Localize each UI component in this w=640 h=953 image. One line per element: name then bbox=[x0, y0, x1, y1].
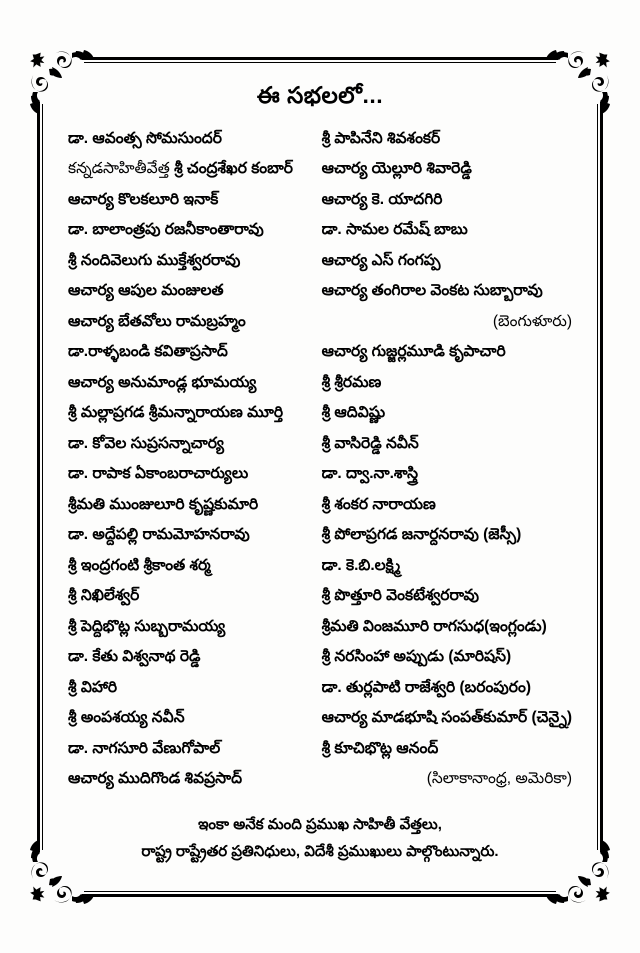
frame-rule-right-inner bbox=[597, 104, 598, 850]
participant-name-right: శ్రీ ఆదివిష్ణు bbox=[321, 404, 386, 422]
participants-table-body bbox=[68, 124, 572, 795]
participants-table bbox=[68, 124, 572, 795]
frame-rule-bottom-inner bbox=[84, 891, 556, 892]
participant-name-right: శ్రీ వాసిరెడ్డి నవీన్ bbox=[321, 434, 419, 452]
participant-location: (బెంగుళూరు) bbox=[492, 312, 572, 330]
participant-name-left: శ్రీ విహారి bbox=[68, 678, 118, 696]
participant-qualifier: కన్నడసాహితీవేత్త bbox=[68, 160, 175, 178]
footer-note bbox=[68, 811, 572, 865]
participant-name-right: శ్రీ కూచిభొట్ల ఆనంద్ bbox=[321, 739, 439, 757]
participant-name-left: ఆచార్య కొలకలూరి ఇనాక్ bbox=[68, 190, 219, 208]
participant-name-left: డా. కోవెల సుప్రసన్నాచార్య bbox=[68, 434, 225, 452]
table-row bbox=[68, 429, 572, 460]
table-row bbox=[68, 246, 572, 277]
participant-name-left: డా. ఆవంత్స సోమసుందర్ bbox=[68, 129, 222, 147]
table-row bbox=[68, 124, 572, 155]
frame-rule-left-outer bbox=[37, 104, 40, 850]
table-row bbox=[68, 673, 572, 704]
participant-name-left: శ్రీ పెద్దిభొట్ల సుబ్బరామయ్య bbox=[68, 617, 226, 635]
table-row bbox=[68, 520, 572, 551]
footer-line-2: రాష్ట్ర రాష్ట్రేతర ప్రతినిధులు, విదేశీ ప్రముఖులు పాల్గొంటున్నారు. bbox=[141, 842, 499, 860]
table-row bbox=[68, 703, 572, 734]
frame-rule-right-outer bbox=[600, 104, 603, 850]
table-row bbox=[68, 276, 572, 307]
participant-name-right: డా. సామల రమేష్ బాబు bbox=[321, 221, 468, 239]
table-row bbox=[68, 185, 572, 216]
participant-name-right: ఆచార్య యెల్లూరి శివారెడ్డి bbox=[321, 160, 472, 178]
table-row bbox=[68, 642, 572, 673]
participant-name-right: శ్రీ శ్రీరమణ bbox=[321, 373, 382, 391]
table-row bbox=[68, 459, 572, 490]
participant-name-left: శ్రీ ఇంద్రగంటి శ్రీకాంత శర్మ bbox=[68, 556, 211, 574]
participant-name-left: ఆచార్య బేతవోలు రామబ్రహ్మం bbox=[68, 312, 246, 330]
decorative-frame bbox=[28, 48, 612, 906]
participant-name-right: శ్రీ పొత్తూరి వెంకటేశ్వరరావు bbox=[321, 587, 479, 605]
participant-name-left: శ్రీ నందివెలుగు ముక్తేశ్వరరావు bbox=[68, 251, 241, 269]
page-title: ఈ సభలలో... bbox=[256, 82, 384, 108]
table-row bbox=[68, 612, 572, 643]
page-content bbox=[68, 68, 572, 886]
participant-name-right: ఆచార్య ఎస్ గంగప్ప bbox=[321, 251, 441, 269]
table-row bbox=[68, 307, 572, 338]
participant-name-left: డా. నాగసూరి వేణుగోపాల్ bbox=[68, 739, 221, 757]
participant-name-left bbox=[68, 154, 322, 185]
participant-name-left: శ్రీ అంపశయ్య నవీన్ bbox=[68, 709, 185, 727]
participant-name-left: శ్రీ నిఖిలేశ్వర్ bbox=[68, 587, 140, 605]
table-row bbox=[68, 551, 572, 582]
participant-name-right: శ్రీమతి వింజమూరి రాగసుధ(ఇంగ్లండు) bbox=[321, 617, 547, 635]
participant-name-right bbox=[322, 307, 572, 338]
participant-name-right: శ్రీ పోలాప్రగడ జనార్దనరావు (జెస్సీ) bbox=[321, 526, 522, 544]
participant-name-right: శ్రీ పాపినేని శివశంకర్ bbox=[321, 129, 441, 147]
table-row bbox=[68, 398, 572, 429]
participant-name-left: డా. బాలాంత్రపు రజనీకాంతారావు bbox=[68, 221, 264, 239]
frame-rule-top-outer bbox=[84, 57, 556, 60]
frame-rule-left-inner bbox=[42, 104, 43, 850]
participant-name: శ్రీ చంద్రశేఖర కంబార్ bbox=[174, 160, 293, 178]
participant-name-right: శ్రీ శంకర నారాయణ bbox=[321, 495, 436, 513]
table-row bbox=[68, 581, 572, 612]
participant-name-right: ఆచార్య మాడభూషి సంపత్‌కుమార్ (చెన్నై) bbox=[321, 709, 572, 727]
participant-name-left: శ్రీమతి ముంజులూరి కృష్ణకుమారి bbox=[68, 495, 259, 513]
participant-name-right: ఆచార్య కె. యాదగిరి bbox=[321, 190, 443, 208]
table-row bbox=[68, 490, 572, 521]
frame-rule-bottom-outer bbox=[84, 894, 556, 897]
participant-name-right: డా. ద్వా.నా.శాస్త్రి bbox=[321, 465, 419, 483]
participant-name-right: ఆచార్య గుజ్జర్లమూడి కృపాచారి bbox=[321, 343, 506, 361]
table-row bbox=[68, 734, 572, 765]
participant-name-left: డా. రాపాక ఏకాంబరాచార్యులు bbox=[68, 465, 249, 483]
frame-rule-top-inner bbox=[84, 62, 556, 63]
participant-name-right bbox=[322, 764, 572, 795]
table-row bbox=[68, 368, 572, 399]
table-row bbox=[68, 215, 572, 246]
participant-name-right: డా. కె.బి.లక్ష్మి bbox=[321, 556, 401, 574]
table-row bbox=[68, 764, 572, 795]
participant-name-left: ఆచార్య ముదిగొండ శివప్రసాద్ bbox=[68, 770, 243, 788]
table-row bbox=[68, 337, 572, 368]
participant-name-right: శ్రీ నరసింహా అప్పుడు (మారిషస్) bbox=[321, 648, 512, 666]
participant-name-right: ఆచార్య తంగిరాల వెంకట సుబ్బారావు bbox=[321, 282, 543, 300]
participant-name-right: డా. తుర్లపాటి రాజేశ్వరి (బరంపురం) bbox=[321, 678, 531, 696]
participant-name-left: డా. అద్దేపల్లి రామమోహనరావు bbox=[68, 526, 250, 544]
participant-name-left: శ్రీ మల్లాప్రగడ శ్రీమన్నారాయణ మూర్తి bbox=[68, 404, 284, 422]
participant-name-left: ఆచార్య ఆపుల మంజులత bbox=[68, 282, 224, 300]
participant-name-left: డా. కేతు విశ్వనాథ రెడ్డి bbox=[68, 648, 201, 666]
participant-name-left: ఆచార్య అనుమాండ్ల భూమయ్య bbox=[68, 373, 257, 391]
footer-line-1: ఇంకా అనేక మంది ప్రముఖ సాహితీ వేత్తలు, bbox=[198, 815, 442, 833]
table-row bbox=[68, 154, 572, 185]
participant-name-left: డా.రాళ్ళబండి కవితాప్రసాద్ bbox=[68, 343, 228, 361]
participant-location: (సిలాకానాంధ్ర, అమెరికా) bbox=[426, 770, 572, 788]
